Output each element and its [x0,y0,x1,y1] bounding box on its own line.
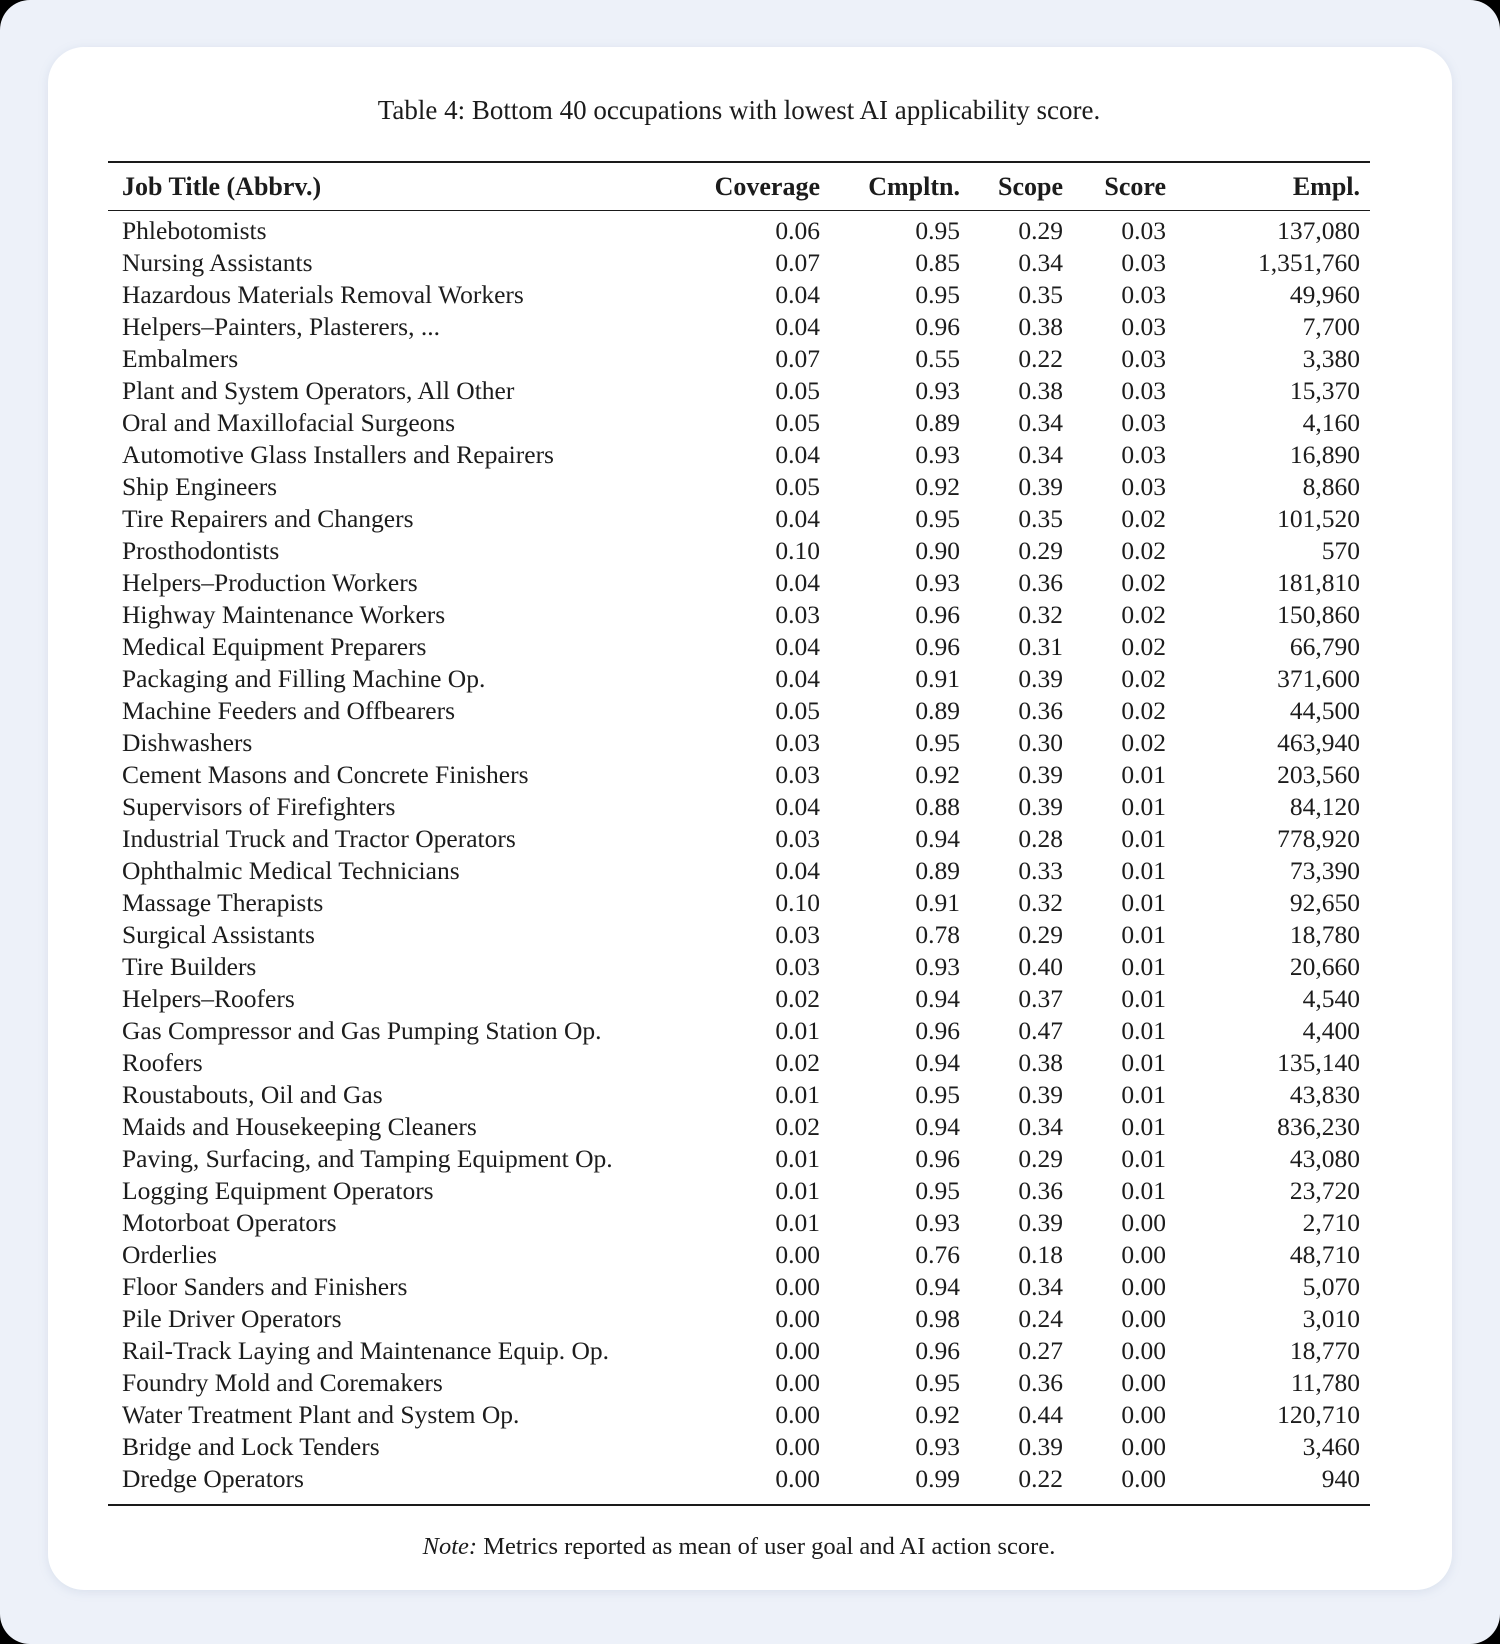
cell-job-title: Cement Masons and Concrete Finishers [122,760,529,789]
cell-coverage: 0.01 [775,1144,820,1173]
cell-scope: 0.36 [1018,1176,1063,1205]
cell-score: 0.02 [1121,568,1166,597]
cell-score: 0.00 [1121,1432,1166,1461]
cell-coverage: 0.01 [775,1208,820,1237]
column-header-job-title: Job Title (Abbrv.) [108,162,668,211]
cell-empl: 84,120 [1289,792,1360,821]
cell-empl: 3,010 [1302,1304,1360,1333]
table-row [108,791,1370,823]
cell-scope: 0.34 [1018,1112,1063,1141]
cell-scope: 0.39 [1018,1432,1063,1461]
cell-score: 0.01 [1121,1176,1166,1205]
cell-cmpltn: 0.89 [915,856,960,885]
cell-scope: 0.38 [1018,376,1063,405]
cell-scope: 0.38 [1018,312,1063,341]
cell-cmpltn: 0.94 [915,824,960,853]
cell-job-title: Helpers–Production Workers [122,568,418,597]
cell-cmpltn: 0.90 [915,536,960,565]
cell-empl: 8,860 [1302,472,1360,501]
table-row [108,823,1370,855]
cell-score: 0.02 [1121,632,1166,661]
cell-coverage: 0.05 [775,696,820,725]
cell-job-title: Packaging and Filling Machine Op. [122,664,486,693]
cell-empl: 778,920 [1277,824,1360,853]
cell-job-title: Paving, Surfacing, and Tamping Equipment Op. [122,1144,613,1173]
cell-empl: 23,720 [1289,1176,1360,1205]
table-row [108,951,1370,983]
cell-empl: 43,830 [1289,1080,1360,1109]
cell-empl: 1,351,760 [1258,248,1360,277]
cell-coverage: 0.07 [775,344,820,373]
cell-cmpltn: 0.96 [915,1336,960,1365]
header-row [108,162,1370,211]
cell-job-title: Motorboat Operators [122,1208,337,1237]
cell-empl: 48,710 [1289,1240,1360,1269]
table-row [108,855,1370,887]
cell-empl: 7,700 [1302,312,1360,341]
cell-coverage: 0.02 [775,984,820,1013]
cell-score: 0.00 [1121,1272,1166,1301]
cell-score: 0.01 [1121,824,1166,853]
table-row [108,1367,1370,1399]
cell-score: 0.01 [1121,952,1166,981]
cell-coverage: 0.10 [775,888,820,917]
cell-cmpltn: 0.95 [915,1080,960,1109]
cell-empl: 940 [1321,1464,1360,1493]
table-row [108,1047,1370,1079]
cell-coverage: 0.00 [775,1304,820,1333]
table-row [108,1463,1370,1505]
cell-score: 0.03 [1121,472,1166,501]
table-row [108,1431,1370,1463]
cell-score: 0.01 [1121,760,1166,789]
cell-job-title: Bridge and Lock Tenders [122,1432,380,1461]
cell-scope: 0.36 [1018,1368,1063,1397]
cell-cmpltn: 0.93 [915,952,960,981]
cell-cmpltn: 0.76 [915,1240,960,1269]
cell-coverage: 0.00 [775,1464,820,1493]
cell-scope: 0.47 [1018,1016,1063,1045]
cell-scope: 0.28 [1018,824,1063,853]
cell-job-title: Roustabouts, Oil and Gas [122,1080,383,1109]
table-row [108,599,1370,631]
table-row [108,631,1370,663]
cell-job-title: Ship Engineers [122,472,278,501]
table-row [108,1111,1370,1143]
cell-empl: 120,710 [1277,1400,1360,1429]
cell-score: 0.03 [1121,216,1166,245]
table-row [108,1303,1370,1335]
table-row [108,759,1370,791]
cell-scope: 0.30 [1018,728,1063,757]
cell-score: 0.02 [1121,728,1166,757]
cell-scope: 0.29 [1018,920,1063,949]
cell-coverage: 0.01 [775,1176,820,1205]
cell-empl: 66,790 [1289,632,1360,661]
cell-score: 0.03 [1121,440,1166,469]
cell-cmpltn: 0.98 [915,1304,960,1333]
cell-coverage: 0.05 [775,472,820,501]
cell-job-title: Dishwashers [122,728,253,757]
cell-empl: 15,370 [1289,376,1360,405]
cell-coverage: 0.03 [775,728,820,757]
cell-cmpltn: 0.89 [915,408,960,437]
cell-scope: 0.35 [1018,504,1063,533]
cell-score: 0.00 [1121,1400,1166,1429]
cell-coverage: 0.03 [775,952,820,981]
cell-score: 0.00 [1121,1464,1166,1493]
cell-score: 0.02 [1121,664,1166,693]
cell-scope: 0.34 [1018,1272,1063,1301]
cell-job-title: Water Treatment Plant and System Op. [122,1400,520,1429]
table-row [108,663,1370,695]
cell-empl: 44,500 [1289,696,1360,725]
cell-scope: 0.18 [1018,1240,1063,1269]
cell-job-title: Surgical Assistants [122,920,315,949]
cell-empl: 371,600 [1277,664,1360,693]
cell-coverage: 0.04 [775,568,820,597]
cell-cmpltn: 0.55 [915,344,960,373]
table-row [108,1015,1370,1047]
cell-coverage: 0.03 [775,760,820,789]
cell-scope: 0.39 [1018,1208,1063,1237]
table-caption: Table 4: Bottom 40 occupations with lowest AI applicability score. [377,95,1101,125]
cell-cmpltn: 0.96 [915,632,960,661]
cell-score: 0.03 [1121,312,1166,341]
cell-job-title: Helpers–Painters, Plasterers, ... [122,312,440,341]
cell-score: 0.01 [1121,888,1166,917]
cell-job-title: Embalmers [122,344,239,373]
cell-cmpltn: 0.94 [915,1272,960,1301]
cell-job-title: Floor Sanders and Finishers [122,1272,408,1301]
cell-job-title: Pile Driver Operators [122,1304,342,1333]
paper-card [48,47,1452,1590]
cell-scope: 0.35 [1018,280,1063,309]
cell-scope: 0.24 [1018,1304,1063,1333]
cell-job-title: Industrial Truck and Tractor Operators [122,824,516,853]
cell-cmpltn: 0.99 [915,1464,960,1493]
table-row [108,535,1370,567]
cell-empl: 92,650 [1289,888,1360,917]
cell-coverage: 0.00 [775,1368,820,1397]
cell-scope: 0.29 [1018,216,1063,245]
cell-coverage: 0.01 [775,1016,820,1045]
cell-score: 0.02 [1121,600,1166,629]
cell-coverage: 0.05 [775,376,820,405]
cell-scope: 0.22 [1018,1464,1063,1493]
cell-scope: 0.38 [1018,1048,1063,1077]
table-row [108,279,1370,311]
cell-empl: 836,230 [1277,1112,1360,1141]
cell-cmpltn: 0.95 [915,1368,960,1397]
cell-coverage: 0.06 [775,216,820,245]
cell-empl: 181,810 [1277,568,1360,597]
cell-empl: 3,460 [1302,1432,1360,1461]
cell-score: 0.00 [1121,1336,1166,1365]
table-row [108,343,1370,375]
cell-scope: 0.39 [1018,664,1063,693]
cell-score: 0.01 [1121,1080,1166,1109]
cell-cmpltn: 0.92 [915,760,960,789]
cell-score: 0.01 [1121,984,1166,1013]
cell-score: 0.03 [1121,376,1166,405]
cell-coverage: 0.00 [775,1400,820,1429]
cell-coverage: 0.04 [775,312,820,341]
column-header-scope: Scope [960,162,1063,211]
cell-cmpltn: 0.96 [915,1144,960,1173]
cell-job-title: Supervisors of Firefighters [122,792,396,821]
cell-scope: 0.40 [1018,952,1063,981]
table-row [108,1239,1370,1271]
cell-empl: 137,080 [1277,216,1360,245]
cell-cmpltn: 0.95 [915,504,960,533]
cell-scope: 0.37 [1018,984,1063,1013]
table-row [108,1335,1370,1367]
cell-cmpltn: 0.78 [915,920,960,949]
cell-coverage: 0.05 [775,408,820,437]
cell-empl: 16,890 [1289,440,1360,469]
cell-coverage: 0.00 [775,1336,820,1365]
cell-cmpltn: 0.93 [915,1432,960,1461]
cell-empl: 203,560 [1277,760,1360,789]
table-row [108,247,1370,279]
cell-score: 0.00 [1121,1240,1166,1269]
cell-empl: 3,380 [1302,344,1360,373]
cell-job-title: Prosthodontists [122,536,280,565]
cell-job-title: Roofers [122,1048,203,1077]
cell-job-title: Hazardous Materials Removal Workers [122,280,524,309]
cell-coverage: 0.07 [775,248,820,277]
cell-job-title: Dredge Operators [122,1464,304,1493]
cell-score: 0.00 [1121,1208,1166,1237]
cell-cmpltn: 0.95 [915,216,960,245]
cell-empl: 135,140 [1277,1048,1360,1077]
cell-score: 0.01 [1121,856,1166,885]
cell-coverage: 0.03 [775,920,820,949]
cell-score: 0.02 [1121,504,1166,533]
table-row [108,727,1370,759]
cell-coverage: 0.00 [775,1240,820,1269]
cell-scope: 0.39 [1018,1080,1063,1109]
cell-coverage: 0.04 [775,504,820,533]
table-row [108,503,1370,535]
cell-scope: 0.32 [1018,888,1063,917]
cell-scope: 0.33 [1018,856,1063,885]
cell-score: 0.03 [1121,248,1166,277]
cell-job-title: Gas Compressor and Gas Pumping Station Op. [122,1016,602,1045]
cell-job-title: Oral and Maxillofacial Surgeons [122,408,456,437]
table-row [108,407,1370,439]
note-text: Metrics reported as mean of user goal and AI action score. [483,1533,1056,1560]
column-header-coverage: Coverage [668,162,820,211]
cell-cmpltn: 0.93 [915,1208,960,1237]
cell-coverage: 0.02 [775,1048,820,1077]
cell-cmpltn: 0.95 [915,280,960,309]
cell-cmpltn: 0.88 [915,792,960,821]
cell-score: 0.00 [1121,1368,1166,1397]
cell-score: 0.01 [1121,1112,1166,1141]
cell-scope: 0.34 [1018,408,1063,437]
cell-scope: 0.36 [1018,696,1063,725]
cell-empl: 150,860 [1277,600,1360,629]
cell-cmpltn: 0.91 [915,664,960,693]
cell-coverage: 0.04 [775,280,820,309]
cell-job-title: Helpers–Roofers [122,984,295,1013]
cell-job-title: Orderlies [122,1240,217,1269]
cell-scope: 0.32 [1018,600,1063,629]
table-row [108,471,1370,503]
table-row [108,1399,1370,1431]
cell-empl: 18,780 [1289,920,1360,949]
note-label: Note: [422,1533,478,1560]
cell-coverage: 0.04 [775,440,820,469]
cell-coverage: 0.03 [775,824,820,853]
cell-score: 0.02 [1121,696,1166,725]
table-row [108,1143,1370,1175]
cell-empl: 4,160 [1302,408,1360,437]
cell-job-title: Logging Equipment Operators [122,1176,434,1205]
cell-empl: 43,080 [1289,1144,1360,1173]
cell-score: 0.01 [1121,792,1166,821]
column-header-empl: Empl. [1166,162,1370,211]
table-row [108,983,1370,1015]
cell-score: 0.01 [1121,1016,1166,1045]
cell-score: 0.03 [1121,280,1166,309]
cell-scope: 0.44 [1018,1400,1063,1429]
cell-empl: 463,940 [1277,728,1360,757]
table-row [108,1207,1370,1239]
cell-coverage: 0.02 [775,1112,820,1141]
cell-coverage: 0.04 [775,664,820,693]
cell-job-title: Nursing Assistants [122,248,313,277]
cell-job-title: Tire Builders [122,952,257,981]
table-row [108,1271,1370,1303]
cell-score: 0.03 [1121,344,1166,373]
cell-cmpltn: 0.89 [915,696,960,725]
cell-job-title: Maids and Housekeeping Cleaners [122,1112,477,1141]
table-body [108,211,1370,1506]
cell-cmpltn: 0.96 [915,1016,960,1045]
cell-cmpltn: 0.93 [915,440,960,469]
cell-coverage: 0.10 [775,536,820,565]
cell-empl: 101,520 [1277,504,1360,533]
cell-job-title: Machine Feeders and Offbearers [122,696,456,725]
cell-job-title: Foundry Mold and Coremakers [122,1368,443,1397]
table-row [108,211,1370,248]
cell-job-title: Ophthalmic Medical Technicians [122,856,460,885]
cell-score: 0.00 [1121,1304,1166,1333]
cell-empl: 570 [1321,536,1360,565]
cell-job-title: Automotive Glass Installers and Repairers [122,440,554,469]
cell-cmpltn: 0.94 [915,1048,960,1077]
cell-scope: 0.39 [1018,760,1063,789]
cell-score: 0.01 [1121,1144,1166,1173]
cell-cmpltn: 0.91 [915,888,960,917]
cell-cmpltn: 0.94 [915,1112,960,1141]
cell-job-title: Highway Maintenance Workers [122,600,446,629]
cell-cmpltn: 0.96 [915,600,960,629]
table-row [108,375,1370,407]
column-header-cmpltn: Cmpltn. [820,162,960,211]
cell-scope: 0.34 [1018,440,1063,469]
table-row [108,567,1370,599]
cell-score: 0.03 [1121,408,1166,437]
cell-empl: 2,710 [1302,1208,1360,1237]
cell-job-title: Rail-Track Laying and Maintenance Equip. Op. [122,1336,609,1365]
cell-score: 0.01 [1121,1048,1166,1077]
cell-scope: 0.31 [1018,632,1063,661]
cell-scope: 0.36 [1018,568,1063,597]
column-header-score: Score [1063,162,1166,211]
table-row [108,439,1370,471]
cell-cmpltn: 0.95 [915,728,960,757]
cell-empl: 4,540 [1302,984,1360,1013]
cell-empl: 11,780 [1290,1368,1360,1397]
cell-coverage: 0.04 [775,632,820,661]
cell-job-title: Tire Repairers and Changers [122,504,414,533]
cell-coverage: 0.01 [775,1080,820,1109]
cell-scope: 0.34 [1018,248,1063,277]
cell-coverage: 0.00 [775,1272,820,1301]
cell-cmpltn: 0.93 [915,376,960,405]
table-row [108,887,1370,919]
table-row [108,1079,1370,1111]
cell-cmpltn: 0.94 [915,984,960,1013]
cell-scope: 0.29 [1018,1144,1063,1173]
table-header [108,162,1370,211]
table-note [108,1533,1370,1561]
cell-scope: 0.22 [1018,344,1063,373]
cell-scope: 0.39 [1018,472,1063,501]
cell-job-title: Phlebotomists [122,216,267,245]
cell-job-title: Medical Equipment Preparers [122,632,427,661]
cell-scope: 0.27 [1018,1336,1063,1365]
cell-empl: 18,770 [1289,1336,1360,1365]
cell-cmpltn: 0.85 [915,248,960,277]
cell-cmpltn: 0.92 [915,1400,960,1429]
cell-cmpltn: 0.93 [915,568,960,597]
cell-cmpltn: 0.92 [915,472,960,501]
cell-empl: 20,660 [1289,952,1360,981]
table-row [108,695,1370,727]
cell-empl: 5,070 [1302,1272,1360,1301]
cell-score: 0.01 [1121,920,1166,949]
cell-score: 0.02 [1121,536,1166,565]
cell-scope: 0.29 [1018,536,1063,565]
cell-job-title: Plant and System Operators, All Other [122,376,515,405]
cell-empl: 4,400 [1302,1016,1360,1045]
cell-coverage: 0.03 [775,600,820,629]
cell-empl: 73,390 [1289,856,1360,885]
cell-cmpltn: 0.96 [915,312,960,341]
cell-job-title: Massage Therapists [122,888,324,917]
table-row [108,919,1370,951]
cell-coverage: 0.00 [775,1432,820,1461]
cell-empl: 49,960 [1289,280,1360,309]
cell-coverage: 0.04 [775,792,820,821]
table-row [108,311,1370,343]
table-row [108,1175,1370,1207]
cell-scope: 0.39 [1018,792,1063,821]
cell-cmpltn: 0.95 [915,1176,960,1205]
data-table [108,161,1370,1506]
cell-coverage: 0.04 [775,856,820,885]
